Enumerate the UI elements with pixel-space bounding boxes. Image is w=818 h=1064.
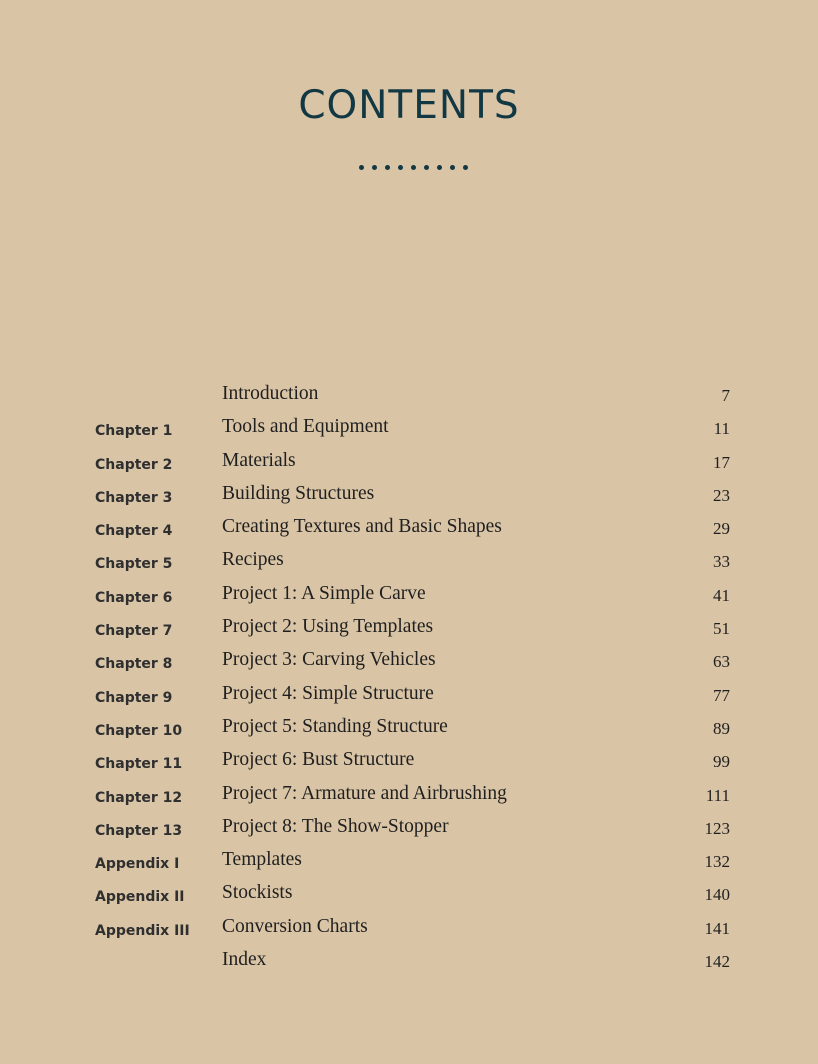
toc-page-number: 41 bbox=[713, 585, 730, 605]
toc-entry[interactable] bbox=[0, 744, 818, 777]
toc-title: Templates bbox=[222, 849, 302, 871]
toc-label: Appendix I bbox=[95, 856, 180, 873]
toc-title: Project 1: A Simple Carve bbox=[222, 582, 426, 604]
toc-label: Chapter 10 bbox=[95, 722, 183, 739]
toc-page-number: 141 bbox=[704, 918, 730, 938]
toc-title: Conversion Charts bbox=[222, 915, 368, 937]
toc-title: Materials bbox=[222, 449, 296, 471]
toc-label: Chapter 11 bbox=[95, 756, 183, 773]
toc-title: Project 6: Bust Structure bbox=[222, 749, 415, 771]
toc-entry[interactable] bbox=[0, 544, 818, 577]
table-of-contents bbox=[0, 378, 818, 977]
toc-label: Chapter 12 bbox=[95, 789, 183, 806]
toc-label: Appendix III bbox=[95, 922, 190, 939]
toc-label: Chapter 4 bbox=[95, 523, 173, 540]
toc-title: Project 3: Carving Vehicles bbox=[222, 649, 436, 671]
toc-label: Chapter 6 bbox=[95, 589, 173, 606]
toc-title: Building Structures bbox=[222, 482, 375, 504]
toc-entry[interactable] bbox=[0, 511, 818, 544]
toc-page-number: 63 bbox=[713, 652, 730, 672]
toc-entry[interactable] bbox=[0, 877, 818, 910]
toc-entry[interactable] bbox=[0, 445, 818, 478]
toc-page-number: 51 bbox=[713, 619, 730, 639]
toc-title: Project 7: Armature and Airbrushing bbox=[222, 782, 507, 804]
toc-page-number: 11 bbox=[713, 419, 730, 439]
toc-page-number: 29 bbox=[713, 519, 730, 539]
toc-label: Appendix II bbox=[95, 889, 185, 906]
toc-page-number: 89 bbox=[713, 718, 730, 738]
dotted-rule-icon bbox=[359, 165, 469, 173]
toc-label: Chapter 7 bbox=[95, 623, 173, 640]
toc-title: Project 8: The Show-Stopper bbox=[222, 815, 449, 837]
toc-entry[interactable] bbox=[0, 778, 818, 811]
toc-entry[interactable] bbox=[0, 944, 818, 977]
toc-page-number: 77 bbox=[713, 685, 730, 705]
toc-entry[interactable] bbox=[0, 811, 818, 844]
toc-entry[interactable] bbox=[0, 678, 818, 711]
toc-page-number: 123 bbox=[704, 818, 730, 838]
toc-page-number: 23 bbox=[713, 485, 730, 505]
toc-title: Creating Textures and Basic Shapes bbox=[222, 516, 502, 538]
toc-label: Chapter 5 bbox=[95, 556, 173, 573]
toc-entry[interactable] bbox=[0, 611, 818, 644]
toc-page-number: 7 bbox=[721, 386, 730, 405]
toc-entry[interactable] bbox=[0, 378, 818, 411]
toc-entry[interactable] bbox=[0, 411, 818, 444]
toc-label: Chapter 3 bbox=[95, 489, 173, 506]
toc-entry[interactable] bbox=[0, 478, 818, 511]
toc-title: Stockists bbox=[222, 882, 293, 904]
toc-title: Project 4: Simple Structure bbox=[222, 682, 434, 704]
toc-title: Tools and Equipment bbox=[222, 416, 389, 438]
toc-title: Recipes bbox=[222, 549, 284, 571]
toc-entry[interactable] bbox=[0, 711, 818, 744]
toc-page-number: 99 bbox=[713, 752, 730, 772]
toc-page-number: 142 bbox=[704, 952, 730, 972]
toc-entry[interactable] bbox=[0, 911, 818, 944]
page-title: CONTENTS bbox=[298, 83, 520, 128]
toc-label: Chapter 8 bbox=[95, 656, 173, 673]
toc-title: Project 2: Using Templates bbox=[222, 616, 434, 638]
toc-title: Introduction bbox=[222, 383, 319, 404]
toc-page-number: 33 bbox=[713, 552, 730, 572]
toc-title: Index bbox=[222, 949, 267, 971]
toc-page-number: 140 bbox=[704, 885, 730, 905]
toc-label: Chapter 1 bbox=[95, 423, 173, 440]
toc-page-number: 111 bbox=[705, 785, 730, 805]
toc-label: Chapter 9 bbox=[95, 689, 173, 706]
toc-page-number: 17 bbox=[713, 452, 730, 472]
toc-entry[interactable] bbox=[0, 578, 818, 611]
toc-page-number: 132 bbox=[704, 852, 730, 872]
toc-label: Chapter 13 bbox=[95, 822, 183, 839]
toc-title: Project 5: Standing Structure bbox=[222, 715, 448, 737]
toc-entry[interactable] bbox=[0, 844, 818, 877]
toc-label: Chapter 2 bbox=[95, 456, 173, 473]
toc-entry[interactable] bbox=[0, 644, 818, 677]
